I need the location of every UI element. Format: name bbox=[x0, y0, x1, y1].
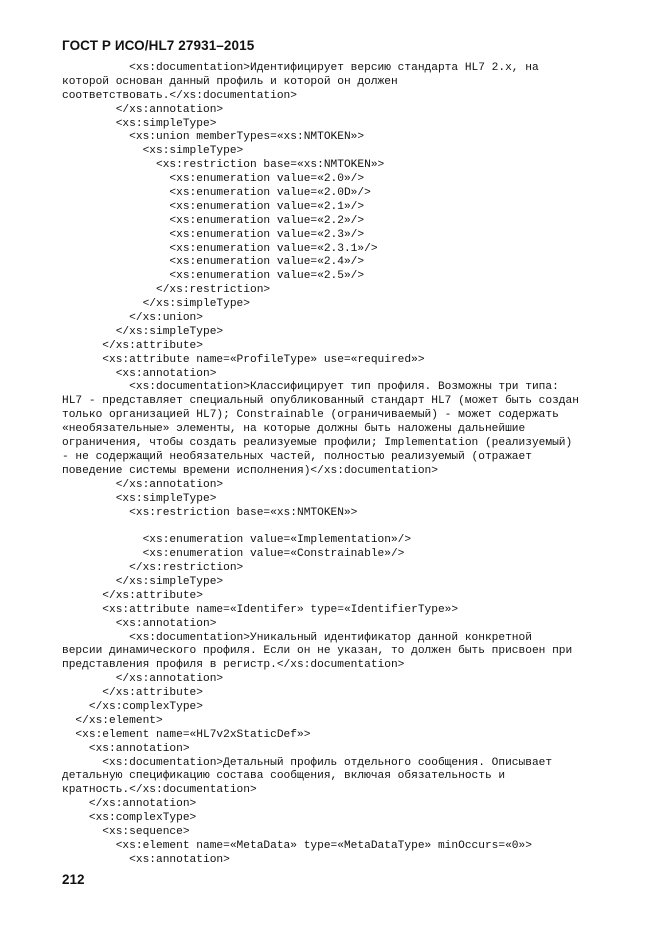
code-line: HL7 - представляет специальный опубликованный стандарт HL7 (может быть создан bbox=[62, 395, 579, 408]
code-line: </xs:simpleType> bbox=[62, 575, 224, 588]
code-line: <xs:complexType> bbox=[62, 812, 197, 825]
code-line: <xs:enumeration value=«2.4»/> bbox=[62, 256, 365, 269]
code-line: </xs:attribute> bbox=[62, 687, 203, 700]
page-number: 212 bbox=[62, 872, 85, 887]
code-line: </xs:element> bbox=[62, 714, 163, 727]
document-header: ГОСТ Р ИСО/HL7 27931–2015 bbox=[62, 38, 255, 53]
code-line: <xs:element name=«MetaData» type=«MetaDataType» minOccurs=«0»> bbox=[62, 839, 532, 852]
code-line: <xs:enumeration value=«2.3»/> bbox=[62, 228, 365, 241]
code-line: <xs:union memberTypes=«xs:NMTOKEN»> bbox=[62, 131, 365, 144]
code-line: которой основан данный профиль и которой он должен bbox=[62, 75, 398, 88]
code-line: <xs:element name=«HL7v2xStaticDef»> bbox=[62, 728, 311, 741]
code-line: </xs:restriction> bbox=[62, 562, 244, 575]
code-line: <xs:enumeration value=«2.1»/> bbox=[62, 200, 365, 213]
code-line: <xs:annotation> bbox=[62, 742, 190, 755]
code-line: <xs:enumeration value=«Implementation»/> bbox=[62, 534, 412, 547]
code-line: <xs:enumeration value=«2.0D»/> bbox=[62, 187, 371, 200]
code-line: </xs:restriction> bbox=[62, 284, 271, 297]
code-line: «необязательные» элементы, на которые должны быть наложены дальнейшие bbox=[62, 423, 526, 436]
code-line: <xs:attribute name=«ProfileType» use=«required»> bbox=[62, 353, 425, 366]
code-line: <xs:enumeration value=«2.2»/> bbox=[62, 214, 365, 227]
code-line: <xs:documentation>Классифицирует тип профиля. Возможны три типа: bbox=[62, 381, 559, 394]
code-line: <xs:annotation> bbox=[62, 617, 217, 630]
code-line: <xs:documentation>Детальный профиль отдельного сообщения. Описывает bbox=[62, 756, 553, 769]
code-line: <xs:enumeration value=«2.5»/> bbox=[62, 270, 365, 283]
code-line: </xs:annotation> bbox=[62, 478, 224, 491]
code-line: <xs:restriction base=«xs:NMTOKEN»> bbox=[62, 506, 358, 519]
code-line: представления профиля в регистр.</xs:documentation> bbox=[62, 659, 405, 672]
xml-schema-listing bbox=[62, 62, 624, 868]
code-line: <xs:enumeration value=«Constrainable»/> bbox=[62, 548, 405, 561]
code-line: <xs:enumeration value=«2.3.1»/> bbox=[62, 242, 378, 255]
code-line: <xs:restriction base=«xs:NMTOKEN»> bbox=[62, 159, 385, 172]
code-line: детальную спецификацию состава сообщения, включая обязательность и bbox=[62, 770, 506, 783]
code-line bbox=[62, 520, 624, 534]
code-line: </xs:union> bbox=[62, 312, 203, 325]
code-line: </xs:attribute> bbox=[62, 589, 203, 602]
code-line: </xs:annotation> bbox=[62, 798, 197, 811]
code-line: </xs:attribute> bbox=[62, 339, 203, 352]
code-line: <xs:documentation>Уникальный идентификатор данной конкретной bbox=[62, 631, 532, 644]
code-line: <xs:simpleType> bbox=[62, 145, 244, 158]
code-line: ограничения, чтобы создать реализуемые профили; Implementation (реализуемый) bbox=[62, 437, 573, 450]
code-line: </xs:simpleType> bbox=[62, 325, 224, 338]
code-line: </xs:annotation> bbox=[62, 103, 224, 116]
code-line: - не содержащий необязательных частей, полностью реализуемый (отражает bbox=[62, 450, 532, 463]
code-line: </xs:complexType> bbox=[62, 700, 203, 713]
code-line: <xs:annotation> bbox=[62, 367, 217, 380]
code-line: версии динамического профиля. Если он не указан, то должен быть присвоен при bbox=[62, 645, 573, 658]
code-line: <xs:enumeration value=«2.0»/> bbox=[62, 173, 365, 186]
code-line: <xs:simpleType> bbox=[62, 117, 217, 130]
code-line: кратность.</xs:documentation> bbox=[62, 784, 257, 797]
code-line: соответствовать.</xs:documentation> bbox=[62, 89, 297, 102]
code-line: <xs:documentation>Идентифицирует версию стандарта HL7 2.x, на bbox=[62, 62, 539, 74]
code-line: только организацией HL7); Constrainable (ограничиваемый) - может содержать bbox=[62, 409, 559, 422]
code-line: поведение системы времени исполнения)</xs:documentation> bbox=[62, 464, 438, 477]
code-line: <xs:attribute name=«Identifer» type=«IdentifierType»> bbox=[62, 603, 459, 616]
code-line: </xs:simpleType> bbox=[62, 298, 250, 311]
code-line: <xs:simpleType> bbox=[62, 492, 217, 505]
code-line: <xs:annotation> bbox=[62, 853, 230, 866]
code-line: </xs:annotation> bbox=[62, 673, 224, 686]
code-line: <xs:sequence> bbox=[62, 825, 190, 838]
